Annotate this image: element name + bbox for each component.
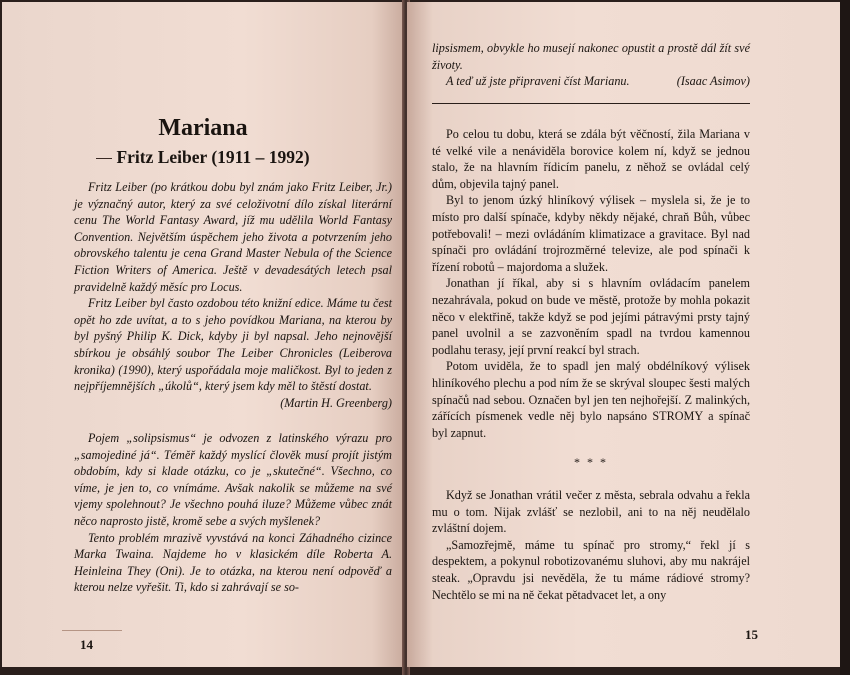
story-paragraph-4: Potom uviděla, že to spadl jen malý obdélníkový výlisek hliníkového plechu a pod ním že se skrýval sloupec šesti malých spínačů nad sebou. Označen byl jen ten nejhořejší. Z malinkých, zářících písmenek vedle něj bylo napsáno STROMY a spínač byl zapnut. [432,359,750,440]
section-separator: * * * [574,455,608,469]
essay-final-text: A teď už jste připraveni číst Marianu. [446,74,630,89]
essay-final-line [432,73,750,90]
intro-paragraph-2-text: Fritz Leiber byl často ozdobou této knižní edice. Máme tu čest opět ho zde uvítat, a to s jeho povídkou Mariana, na kterou by byl pyšný Philip K. Dick, kdyby ji byl napsal. Jeho nejnovější sbírkou je obsáhlý soubor The Leiber Chronicles (Leiberova kronika) (1990), který uspořádala moje maličkost. Byl to jeden z nejpříjemnějších „úkolů“, který jsem kdy měl to štěstí dostat. [74,296,392,394]
essay-paragraph-2: Tento problém mrazivě vyvstává na konci Záhadného cizince Marka Twaina. Najdeme ho v klasickém díle Roberta A. Heinleina They (Oni). Je to otázka, na kterou není odpověď a kterou nelze vyřešit. Ti, kdo si zahrávají se so- [74,530,392,595]
heading-dash [96,158,112,159]
essay-block [74,430,392,596]
page-number-right: 15 [745,627,758,642]
essay-signature: (Isaac Asimov) [676,74,750,89]
essay-end-paragraph: lipsismem, obvykle ho musejí nakonec opustit a prostě dál žít své životy. [432,41,750,72]
book-edge [840,0,850,675]
essay-end-block [432,40,750,90]
intro-signature: (Martin H. Greenberg) [280,395,392,410]
author-heading [2,147,404,168]
page-mark [62,630,122,631]
story-block-2 [432,487,750,603]
page-number-left: 14 [80,637,93,652]
story-paragraph-3: Jonathan jí říkal, aby si s hlavním ovládacím panelem nezahrávala, pokud on bude ve městě, protože by mohla pokazit něco v elektřině, takže když se pod jejími pátravými prsty tajný panel uvolnil a se zazvoněním spadl na tvrdou kamennou podlahu terasy, její první reakcí byl strach. [432,276,750,357]
left-page [2,2,404,667]
story-paragraph-5: Když se Jonathan vrátil večer z města, sebrala odvahu a řekla mu o tom. Nijak zvlášť se nezlobil, ani to na něj neudělalo zvláštní dojem. [432,488,750,536]
story-paragraph-6: „Samozřejmě, máme tu spínač pro stromy,“ řekl jí s despektem, a pokynul robotizovanému sluhovi, aby mu nakrájel steak. „Opravdu jsi nevěděla, že tu máme rádiové stromy? Nechtělo se mi na ně čekat pětadvacet let, a ony [432,537,750,602]
essay-paragraph-1: Pojem „solipsismus“ je odvozen z latinského výrazu pro „samojediné já“. Téměř každý myslící člověk musí projít jistým obdobím, kdy si klade otázku, co je „skutečné“. Všechno, co víme, je jen to, co vnímáme. Avšak nakolik se můžeme na své vjemy spolehnout? Je všechno pouhá iluze? Můžeme vůbec znát něco naprosto jistě, kromě sebe a svých myšlenek? [74,431,392,528]
story-title: Mariana [158,115,248,141]
intro-paragraph-1: Fritz Leiber (po krátkou dobu byl znám jako Fritz Leiber, Jr.) je význačný autor, který za své celoživotní dílo získal literární cenu The World Fantasy Award, jíž mu udělila World Fantasy Convention. Největším úspěchem jeho života a potvrzením jeho obrovského talentu je cena Grand Master Nebula of the Science Fiction Writers of America. Ještě v devadesátých letech psal pravidelně každý měsíc pro Locus. [74,180,392,294]
story-paragraph-1: Po celou tu dobu, která se zdála být věčností, žila Mariana v té velké vile a nenáviděla borovice kolem ní, když se jednou stalo, že na hlavním řídicím panelu, z něhož se ovládal celý dům, objevila tajný panel. [432,127,750,191]
story-paragraph-2: Byl to jenom úzký hliníkový výlisek – myslela si, že je to místo pro další spínače, kdyby někdy nějaké, chraň Bůh, vůbec potřebovali! – mezi ovládáním klimatizace a gravitace. Byl nad spínači pro ovládání trojrozměrné televize, ale pod spínači k řízení robotů – majordoma a služek. [432,193,750,274]
intro-paragraph-2 [74,295,392,410]
intro-block [74,179,392,411]
story-block [432,126,750,441]
author-line: Fritz Leiber (1911 – 1992) [116,147,310,167]
section-rule [432,103,750,104]
